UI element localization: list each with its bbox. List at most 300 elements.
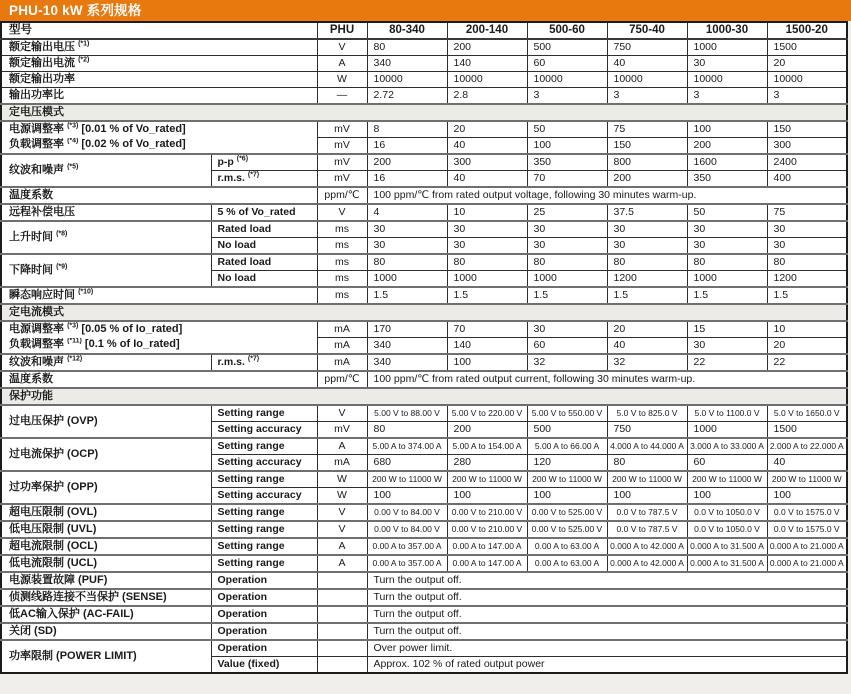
table-row [1, 371, 847, 388]
value-cell: 30 [687, 338, 767, 355]
footnote-marker: (*8) [56, 230, 68, 238]
value-cell: 300 [447, 154, 527, 171]
unit-cell [317, 623, 367, 640]
value-cell: 350 [687, 171, 767, 188]
value-cell: 30 [527, 321, 607, 338]
param-sub-label: Setting range [211, 504, 317, 521]
value-cell: 5.0 V to 825.0 V [607, 405, 687, 422]
value-cell: 5.00 A to 374.00 A [367, 438, 447, 455]
section-row [1, 388, 847, 405]
footnote-marker: (*6) [236, 155, 249, 163]
value-cell: 3.000 A to 33.000 A [687, 438, 767, 455]
unit-cell: ppm/℃ [317, 187, 367, 204]
value-cell: 10000 [527, 72, 607, 88]
value-cell: 750 [607, 422, 687, 439]
value-cell: 0.00 V to 84.00 V [367, 521, 447, 538]
footnote-marker: (*3) [67, 322, 79, 330]
param-sub-label: Setting range [211, 555, 317, 572]
value-cell: 350 [527, 154, 607, 171]
value-cell: 80 [607, 254, 687, 271]
param-label: 负载调整率 $^{(*11)}$ [0.1 % of Io_rated] [1, 338, 317, 355]
value-cell: 40 [607, 338, 687, 355]
value-cell: 4 [367, 204, 447, 221]
footnote-marker: (*4) [67, 137, 79, 145]
param-label: 额定输出电流 $^{(*2)}$ [1, 56, 317, 72]
footnote-marker: (*9) [56, 263, 68, 271]
param-label: 上升时间 $^{(*8)}$ [1, 221, 211, 254]
unit-cell: ms [317, 287, 367, 304]
value-cell: 80 [527, 254, 607, 271]
table-row [1, 204, 847, 221]
value-cell-span: 100 ppm/℃ from rated output current, following 30 minutes warm-up. [367, 371, 847, 388]
value-cell: 140 [447, 338, 527, 355]
value-cell-span: Turn the output off. [367, 572, 847, 589]
value-cell: 2.8 [447, 88, 527, 105]
footnote-marker: (*7) [247, 355, 260, 363]
spec-table-body [1, 22, 847, 673]
value-cell: 0.00 V to 525.00 V [527, 504, 607, 521]
value-cell-span: Turn the output off. [367, 623, 847, 640]
value-cell: 0.00 V to 210.00 V [447, 504, 527, 521]
value-cell: 40 [447, 138, 527, 155]
value-cell: 100 [687, 121, 767, 138]
value-cell-span: Turn the output off. [367, 606, 847, 623]
value-cell: 40 [607, 56, 687, 72]
footnote-marker: (*1) [78, 40, 90, 48]
value-cell: 200 W to 11000 W [447, 471, 527, 488]
value-cell: 0.0 V to 1050.0 V [687, 504, 767, 521]
table-row [1, 521, 847, 538]
param-label: 下降时间 $^{(*9)}$ [1, 254, 211, 287]
footnote-marker: (*5) [67, 163, 79, 171]
value-cell: 340 [367, 338, 447, 355]
value-cell: 1.5 [687, 287, 767, 304]
title-bar [0, 0, 851, 21]
value-cell: 200 [447, 422, 527, 439]
unit-cell: V [317, 39, 367, 56]
param-label: 超电流限制 (OCL) [1, 538, 211, 555]
param-sub-label: Setting accuracy [211, 422, 317, 439]
value-cell: 0.00 V to 84.00 V [367, 504, 447, 521]
table-row [1, 138, 847, 155]
value-cell: 5.0 V to 1650.0 V [767, 405, 847, 422]
model-name: 1000-30 [687, 22, 767, 39]
value-cell: 3 [767, 88, 847, 105]
value-cell: 200 W to 11000 W [767, 471, 847, 488]
value-cell: 16 [367, 138, 447, 155]
value-cell: 30 [607, 221, 687, 238]
table-row [1, 538, 847, 555]
param-sub-label: Operation [211, 589, 317, 606]
footnote-marker: (*2) [78, 56, 90, 64]
value-cell: 2.72 [367, 88, 447, 105]
param-label: 额定输出电压 $^{(*1)}$ [1, 39, 317, 56]
value-cell: 0.0 V to 1050.0 V [687, 521, 767, 538]
value-cell: 1000 [687, 422, 767, 439]
unit-cell [317, 640, 367, 657]
unit-cell: mA [317, 354, 367, 371]
value-cell: 60 [527, 338, 607, 355]
value-cell: 200 W to 11000 W [527, 471, 607, 488]
param-sub-label: Setting range [211, 521, 317, 538]
table-row [1, 287, 847, 304]
unit-cell: W [317, 488, 367, 505]
value-cell: 25 [527, 204, 607, 221]
value-cell: 30 [607, 238, 687, 255]
unit-cell: V [317, 521, 367, 538]
unit-cell: ppm/℃ [317, 371, 367, 388]
table-row [1, 154, 847, 171]
value-cell: 32 [527, 354, 607, 371]
value-cell: 16 [367, 171, 447, 188]
value-cell: 140 [447, 56, 527, 72]
model-header-row [1, 22, 847, 39]
param-label: 关闭 (SD) [1, 623, 211, 640]
param-label: 负载调整率 $^{(*4)}$ [0.02 % of Vo_rated] [1, 138, 317, 155]
unit-cell: mA [317, 338, 367, 355]
model-name: 500-60 [527, 22, 607, 39]
value-cell: 750 [607, 39, 687, 56]
value-cell: 10000 [687, 72, 767, 88]
value-cell: 1.5 [607, 287, 687, 304]
param-label: 瞬态响应时间 $^{(*10)}$ [1, 287, 317, 304]
value-cell: 800 [607, 154, 687, 171]
section-header: 定电流模式 [1, 304, 847, 321]
value-cell: 5.0 V to 1100.0 V [687, 405, 767, 422]
unit-cell: ms [317, 238, 367, 255]
param-sub-label: Setting range [211, 538, 317, 555]
value-cell: 0.00 A to 63.00 A [527, 555, 607, 572]
unit-cell: W [317, 471, 367, 488]
value-cell: 0.00 V to 525.00 V [527, 521, 607, 538]
footnote-marker: (*7) [247, 171, 260, 179]
value-cell: 150 [607, 138, 687, 155]
model-column-label: 型号 [1, 22, 317, 39]
unit-cell: ms [317, 271, 367, 288]
unit-cell: A [317, 56, 367, 72]
value-cell: 80 [447, 254, 527, 271]
table-row [1, 572, 847, 589]
param-label: 过电流保护 (OCP) [1, 438, 211, 471]
value-cell: 200 [687, 138, 767, 155]
value-cell: 280 [447, 455, 527, 472]
value-cell: 500 [527, 39, 607, 56]
value-cell: 32 [607, 354, 687, 371]
value-cell: 0.00 A to 147.00 A [447, 538, 527, 555]
value-cell: 70 [447, 321, 527, 338]
table-row [1, 338, 847, 355]
table-row [1, 354, 847, 371]
value-cell: 10 [767, 321, 847, 338]
value-cell: 0.00 A to 63.00 A [527, 538, 607, 555]
table-row [1, 121, 847, 138]
param-sub-label: 5 % of Vo_rated [211, 204, 317, 221]
param-sub-label: No load [211, 238, 317, 255]
value-cell: 3 [687, 88, 767, 105]
param-label: 电源调整率 $^{(*3)}$ [0.01 % of Vo_rated] [1, 121, 317, 138]
series-name: PHU [317, 22, 367, 39]
value-cell: 8 [367, 121, 447, 138]
value-cell: 22 [687, 354, 767, 371]
value-cell: 200 W to 11000 W [607, 471, 687, 488]
param-sub-label: Operation [211, 640, 317, 657]
value-cell: 120 [527, 455, 607, 472]
param-sub-label: r.m.s. $^{(*7)}$ [211, 171, 317, 188]
unit-cell: A [317, 555, 367, 572]
unit-cell [317, 589, 367, 606]
value-cell: 5.00 A to 66.00 A [527, 438, 607, 455]
table-row [1, 504, 847, 521]
value-cell: 200 W to 11000 W [367, 471, 447, 488]
value-cell: 0.00 A to 357.00 A [367, 555, 447, 572]
value-cell: 0.00 A to 147.00 A [447, 555, 527, 572]
unit-cell: mV [317, 121, 367, 138]
value-cell: 30 [767, 221, 847, 238]
section-row [1, 304, 847, 321]
value-cell: 80 [367, 422, 447, 439]
value-cell: 150 [767, 121, 847, 138]
value-cell: 400 [767, 171, 847, 188]
value-cell: 100 [687, 488, 767, 505]
value-cell: 200 [367, 154, 447, 171]
value-cell: 5.00 V to 550.00 V [527, 405, 607, 422]
value-cell: 80 [767, 254, 847, 271]
param-sub-label: r.m.s. $^{(*7)}$ [211, 354, 317, 371]
unit-cell: W [317, 72, 367, 88]
section-header: 定电压模式 [1, 104, 847, 121]
value-cell: 30 [367, 221, 447, 238]
unit-cell: V [317, 504, 367, 521]
value-cell: 30 [527, 238, 607, 255]
value-cell: 20 [447, 121, 527, 138]
param-sub-label: Operation [211, 572, 317, 589]
value-cell: 200 W to 11000 W [687, 471, 767, 488]
value-cell: 0.000 A to 31.500 A [687, 555, 767, 572]
value-cell: 75 [767, 204, 847, 221]
value-cell: 37.5 [607, 204, 687, 221]
value-cell: 0.000 A to 21.000 A [767, 538, 847, 555]
footnote-marker: (*12) [67, 355, 83, 363]
param-sub-label: Operation [211, 606, 317, 623]
value-cell: 3 [607, 88, 687, 105]
value-cell: 100 [367, 488, 447, 505]
table-row [1, 606, 847, 623]
unit-cell: A [317, 538, 367, 555]
value-cell: 340 [367, 56, 447, 72]
unit-cell: A [317, 438, 367, 455]
param-label: 输出功率比 [1, 88, 317, 105]
param-sub-label: Value (fixed) [211, 657, 317, 674]
value-cell: 5.00 V to 220.00 V [447, 405, 527, 422]
value-cell: 100 [447, 488, 527, 505]
table-row [1, 471, 847, 488]
param-sub-label: No load [211, 271, 317, 288]
value-cell: 5.00 V to 88.00 V [367, 405, 447, 422]
value-cell: 1200 [607, 271, 687, 288]
value-cell: 5.00 A to 154.00 A [447, 438, 527, 455]
param-sub-label: Setting range [211, 438, 317, 455]
param-sub-label: Setting range [211, 405, 317, 422]
value-cell: 100 [527, 138, 607, 155]
unit-cell: mV [317, 154, 367, 171]
table-row [1, 221, 847, 238]
table-row [1, 72, 847, 88]
value-cell-span: Over power limit. [367, 640, 847, 657]
table-row [1, 405, 847, 422]
value-cell: 0.000 A to 42.000 A [607, 555, 687, 572]
param-label: 电源调整率 $^{(*3)}$ [0.05 % of Io_rated] [1, 321, 317, 338]
param-label: 过电压保护 (OVP) [1, 405, 211, 438]
value-cell: 0.000 A to 42.000 A [607, 538, 687, 555]
value-cell: 30 [767, 238, 847, 255]
value-cell: 2400 [767, 154, 847, 171]
value-cell: 60 [527, 56, 607, 72]
value-cell: 100 [607, 488, 687, 505]
unit-cell [317, 606, 367, 623]
unit-cell: — [317, 88, 367, 105]
value-cell: 80 [367, 254, 447, 271]
value-cell: 1.5 [527, 287, 607, 304]
param-label: 超电压限制 (OVL) [1, 504, 211, 521]
param-sub-label: Rated load [211, 254, 317, 271]
unit-cell [317, 657, 367, 674]
param-sub-label: p-p $^{(*6)}$ [211, 154, 317, 171]
param-label: 低电压限制 (UVL) [1, 521, 211, 538]
value-cell: 30 [687, 56, 767, 72]
value-cell: 30 [447, 221, 527, 238]
section-row [1, 104, 847, 121]
value-cell: 0.0 V to 787.5 V [607, 521, 687, 538]
param-label: 侦测线路连接不当保护 (SENSE) [1, 589, 211, 606]
value-cell: 1500 [767, 39, 847, 56]
value-cell: 10000 [607, 72, 687, 88]
value-cell: 20 [767, 338, 847, 355]
table-row [1, 321, 847, 338]
model-name: 80-340 [367, 22, 447, 39]
param-label: 纹波和噪声 $^{(*12)}$ [1, 354, 211, 371]
value-cell: 500 [527, 422, 607, 439]
value-cell: 1000 [687, 271, 767, 288]
value-cell: 0.0 V to 1575.0 V [767, 521, 847, 538]
model-name: 200-140 [447, 22, 527, 39]
table-row [1, 254, 847, 271]
model-name: 750-40 [607, 22, 687, 39]
value-cell: 10000 [367, 72, 447, 88]
value-cell-span: Approx. 102 % of rated output power [367, 657, 847, 674]
param-label: 低AC输入保护 (AC-FAIL) [1, 606, 211, 623]
value-cell: 1600 [687, 154, 767, 171]
value-cell: 1.5 [447, 287, 527, 304]
table-row [1, 187, 847, 204]
value-cell: 80 [367, 39, 447, 56]
value-cell-span: 100 ppm/℃ from rated output voltage, following 30 minutes warm-up. [367, 187, 847, 204]
value-cell: 20 [767, 56, 847, 72]
unit-cell: ms [317, 254, 367, 271]
value-cell: 22 [767, 354, 847, 371]
value-cell: 4.000 A to 44.000 A [607, 438, 687, 455]
unit-cell: mV [317, 422, 367, 439]
table-row [1, 623, 847, 640]
value-cell: 1.5 [367, 287, 447, 304]
param-sub-label: Setting accuracy [211, 488, 317, 505]
value-cell: 30 [367, 238, 447, 255]
param-label: 温度系数 [1, 371, 317, 388]
value-cell: 0.0 V to 1575.0 V [767, 504, 847, 521]
unit-cell: V [317, 204, 367, 221]
value-cell: 30 [447, 238, 527, 255]
value-cell: 1000 [367, 271, 447, 288]
value-cell: 1000 [447, 271, 527, 288]
value-cell: 100 [447, 354, 527, 371]
value-cell: 10000 [447, 72, 527, 88]
unit-cell: mA [317, 455, 367, 472]
value-cell: 340 [367, 354, 447, 371]
param-sub-label: Rated load [211, 221, 317, 238]
param-label: 过功率保护 (OPP) [1, 471, 211, 504]
table-row [1, 589, 847, 606]
param-label: 额定输出功率 [1, 72, 317, 88]
table-row [1, 555, 847, 572]
table-row [1, 88, 847, 105]
value-cell: 1200 [767, 271, 847, 288]
value-cell: 40 [767, 455, 847, 472]
section-header: 保护功能 [1, 388, 847, 405]
param-label: 低电流限制 (UCL) [1, 555, 211, 572]
value-cell: 30 [527, 221, 607, 238]
value-cell: 30 [687, 221, 767, 238]
value-cell: 1.5 [767, 287, 847, 304]
page-title: PHU-10 kW 系列规格 [9, 3, 142, 18]
unit-cell: mV [317, 171, 367, 188]
value-cell: 1500 [767, 422, 847, 439]
model-name: 1500-20 [767, 22, 847, 39]
unit-cell: mV [317, 138, 367, 155]
value-cell: 0.000 A to 31.500 A [687, 538, 767, 555]
value-cell: 170 [367, 321, 447, 338]
param-sub-label: Setting range [211, 471, 317, 488]
table-row [1, 640, 847, 657]
value-cell-span: Turn the output off. [367, 589, 847, 606]
value-cell: 100 [527, 488, 607, 505]
footnote-marker: (*3) [67, 122, 79, 130]
value-cell: 0.00 V to 210.00 V [447, 521, 527, 538]
value-cell: 50 [687, 204, 767, 221]
value-cell: 200 [607, 171, 687, 188]
value-cell: 10000 [767, 72, 847, 88]
value-cell: 1000 [527, 271, 607, 288]
value-cell: 30 [687, 238, 767, 255]
param-sub-label: Setting accuracy [211, 455, 317, 472]
value-cell: 75 [607, 121, 687, 138]
value-cell: 0.0 V to 787.5 V [607, 504, 687, 521]
param-label: 电源装置故障 (PUF) [1, 572, 211, 589]
value-cell: 80 [607, 455, 687, 472]
value-cell: 10 [447, 204, 527, 221]
unit-cell: ms [317, 221, 367, 238]
param-label: 远程补偿电压 [1, 204, 211, 221]
param-label: 纹波和噪声 $^{(*5)}$ [1, 154, 211, 187]
value-cell: 100 [767, 488, 847, 505]
unit-cell: mA [317, 321, 367, 338]
spec-table [0, 21, 848, 674]
value-cell: 80 [687, 254, 767, 271]
footnote-marker: (*11) [67, 337, 82, 345]
value-cell: 40 [447, 171, 527, 188]
value-cell: 680 [367, 455, 447, 472]
value-cell: 1000 [687, 39, 767, 56]
value-cell: 3 [527, 88, 607, 105]
value-cell: 0.000 A to 21.000 A [767, 555, 847, 572]
